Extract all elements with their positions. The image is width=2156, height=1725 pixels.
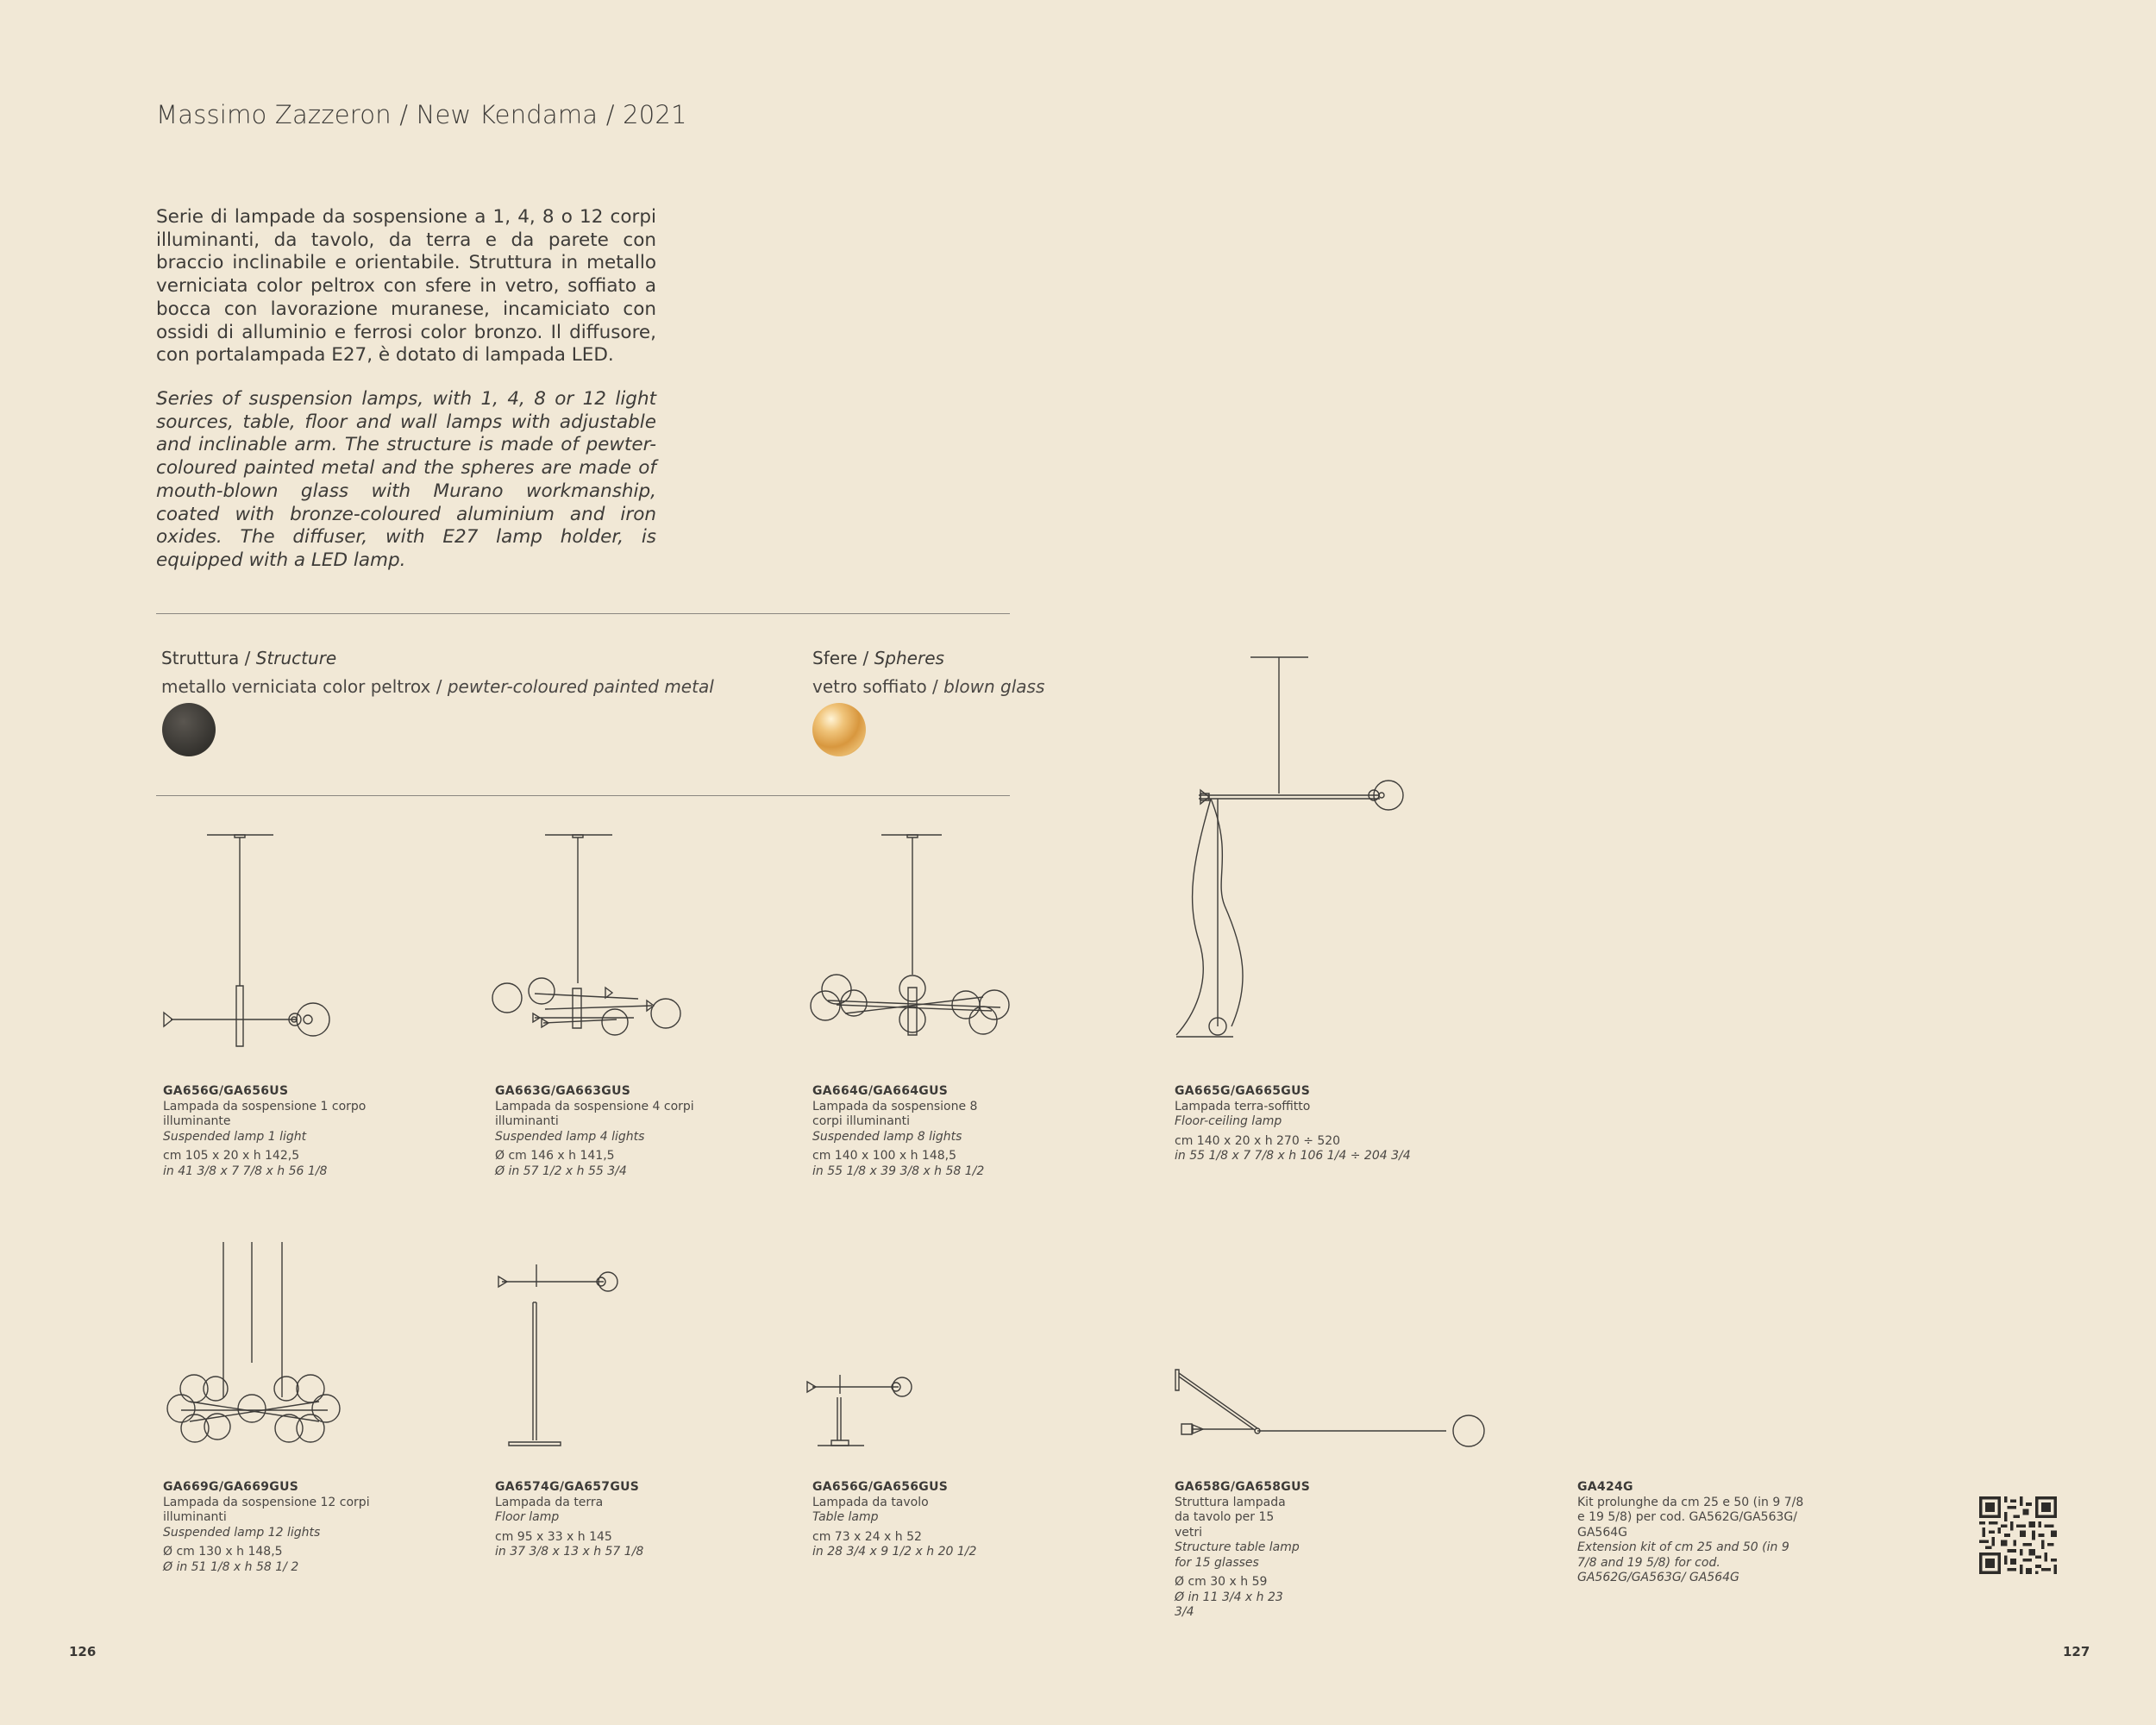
- lamp-drawing-table: [802, 1363, 923, 1458]
- product-caption: GA6574G/GA657GUS Lampada da terra Floor lamp cm 95 x 33 x h 145 in 37 3/8 x 13 x h 57 1/8: [495, 1480, 644, 1559]
- product-caption: GA656G/GA656GUS Lampada da tavolo Table lamp cm 73 x 24 x h 52 in 28 3/4 x 9 1/2 x h 20 1/2: [812, 1480, 977, 1559]
- product-caption: GA424G Kit prolunghe da cm 25 e 50 (in 9 7/8 e 19 5/8) per cod. GA562G/GA563G/ GA564G Extension kit of cm 25 and 50 (in 9 7/8 and 19 5/8) for cod. GA562G/GA563G/ GA564G: [1577, 1480, 1804, 1584]
- description-italian: Serie di lampade da sospensione a 1, 4, 8 o 12 corpi illuminanti, da tavolo, da terra e da parete con braccio inclinabile e orientabile. Struttura in metallo verniciata color peltrox con sfere in vetro, soffiato a bocca con lavorazione muranese, incamiciato con ossidi di alluminio e ferrosi color bronzo. Il diffusore, con portalampada E27, è dotato di lampada LED.: [156, 206, 656, 367]
- material-spheres-value: vetro soffiato / blown glass: [812, 676, 1045, 697]
- spheres-swatch: [812, 703, 866, 756]
- divider-bottom: [156, 795, 1010, 796]
- structure-swatch: [162, 703, 216, 756]
- product-caption: GA658G/GA658GUS Struttura lampada da tavolo per 15 vetri Structure table lamp for 15 glasses Ø cm 30 x h 59 Ø in 11 3/4 x h 23 3/4: [1175, 1480, 1311, 1619]
- divider-top: [156, 613, 1010, 614]
- page-title: Massimo Zazzeron / New Kendama / 2021: [156, 100, 687, 129]
- lamp-drawing-suspended-4: [483, 828, 690, 1052]
- description-english: Series of suspension lamps, with 1, 4, 8 or 12 light sources, table, floor and wall lamps with adjustable and inclinable arm. The structure is made of pewter-coloured painted metal and the spheres are made of mouth-blown glass with Murano workmanship, coated with bronze-coloured aluminium and iron oxides. The diffuser, with E27 lamp holder, is equipped with a LED lamp.: [156, 388, 656, 571]
- product-caption: GA669G/GA669GUS Lampada da sospensione 12 corpi illuminanti Suspended lamp 12 lights Ø cm 130 x h 148,5 Ø in 51 1/8 x h 58 1/ 2: [163, 1480, 370, 1574]
- lamp-drawing-suspended-1: [155, 828, 328, 1052]
- product-caption: GA665G/GA665GUS Lampada terra-soffitto Floor-ceiling lamp cm 140 x 20 x h 270 ÷ 520 in 55 1/8 x 7 7/8 x h 106 1/4 ÷ 204 3/4: [1175, 1084, 1411, 1163]
- lamp-drawing-structure-table: [1169, 1363, 1496, 1449]
- lamp-drawing-floor-ceiling: [1164, 647, 1414, 1044]
- page-number-right: 127: [2063, 1644, 2090, 1659]
- lamp-drawing-suspended-8: [802, 828, 1026, 1052]
- product-caption: GA656G/GA656US Lampada da sospensione 1 corpo illuminante Suspended lamp 1 light cm 105 x 20 x h 142,5 in 41 3/8 x 7 7/8 x h 56 1/8: [163, 1084, 367, 1178]
- product-caption: GA664G/GA664GUS Lampada da sospensione 8 corpi illuminanti Suspended lamp 8 lights cm 140 x 100 x h 148,5 in 55 1/8 x 39 3/8 x h 58 1/2: [812, 1084, 985, 1178]
- page-number-left: 126: [69, 1644, 97, 1659]
- qr-code-icon[interactable]: [1979, 1496, 2057, 1574]
- lamp-drawing-floor: [492, 1251, 630, 1458]
- product-caption: GA663G/GA663GUS Lampada da sospensione 4 corpi illuminanti Suspended lamp 4 lights Ø cm 146 x h 141,5 Ø in 57 1/2 x h 55 3/4: [495, 1084, 694, 1178]
- material-structure-value: metallo verniciata color peltrox / pewter-coloured painted metal: [161, 676, 714, 697]
- material-spheres-label: Sfere / Spheres: [812, 648, 944, 668]
- lamp-drawing-suspended-12: [155, 1233, 354, 1458]
- material-structure-label: Struttura / Structure: [161, 648, 337, 668]
